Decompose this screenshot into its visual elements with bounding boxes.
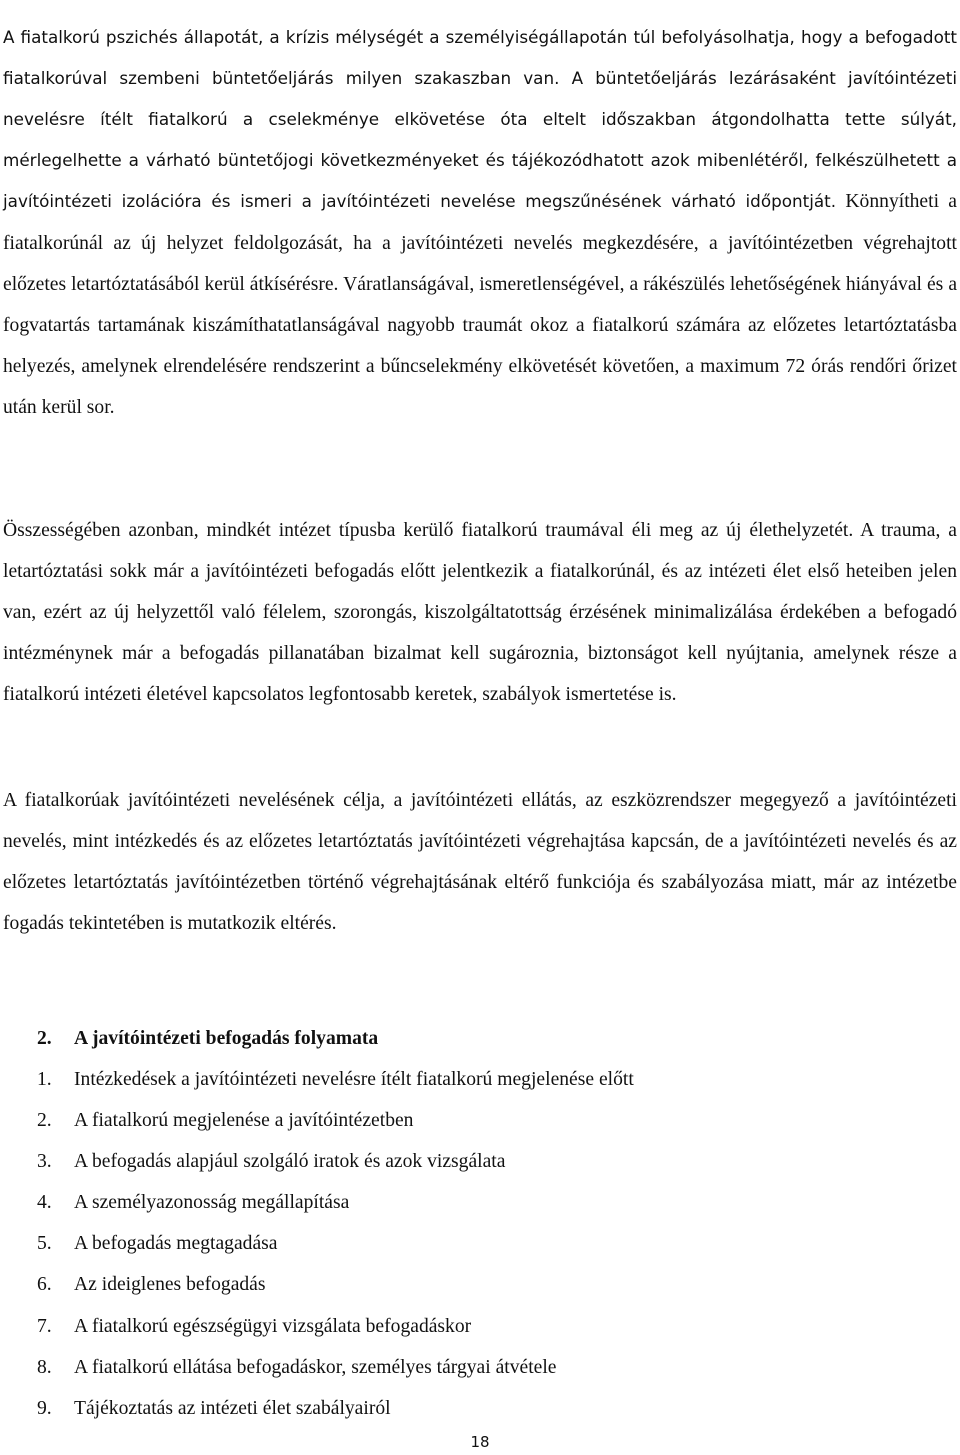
list-item-number: 3. (37, 1151, 52, 1173)
list-item (37, 1267, 634, 1308)
list-item-text: Tájékoztatás az intézeti élet szabályairól (74, 1397, 391, 1419)
list-item-text: A fiatalkorú megjelenése a javítóintézetben (74, 1110, 414, 1132)
section-number: 2. (37, 1028, 52, 1049)
list-item (37, 1226, 634, 1267)
list-item-text: A fiatalkorú ellátása befogadáskor, személyes tárgyai átvétele (74, 1356, 557, 1378)
list-item (37, 1350, 634, 1391)
list-item-number: 8. (37, 1356, 52, 1378)
list-item-text: A személyazonosság megállapítása (74, 1192, 350, 1214)
list-item-number: 1. (37, 1069, 52, 1090)
list-item (37, 1185, 634, 1226)
list-item-text: A befogadás megtagadása (74, 1233, 278, 1255)
list-item (37, 1144, 634, 1185)
page-number: 18 (470, 1433, 490, 1451)
paragraph-trauma: Összességében azonban, mindkét intézet típusba kerülő fiatalkorú traumával éli meg az új élethelyzetét. A trauma, a letartóztatási sokk már a javítóintézeti befogadás előtt jelentkezik a fiatalkorúnál, és az intézeti élet első heteiben jelen van, ezért az új helyzettől való félelem, szorongás, kiszolgáltatottság érzésének minimalizálása érdekében a befogadó intézménynek már a befogadás pillanatában bizalmat kell sugároznia, biztonságot kell nyújtania, amelynek része a fiatalkorú intézeti életével kapcsolatos legfontosabb keretek, szabályok ismertetése is. (3, 519, 957, 706)
paragraph-juvenile-state-part-1: A fiatalkorú pszichés állapotát, a krízis mélységét a személyiségállapotán túl befolyásolhatja, hogy a befogadott fiatalkorúval szembeni büntetőeljárás milyen szakaszban van. A büntetőeljárás lezárásaként javítóintézeti nevelésre ítélt fiatalkorú a cselekménye elkövetése óta eltelt időszakban átgondolhatta tette súlyát, mérlegelhette a várható büntetőjogi következményeket és tájékozódhatott azok mibenlétéről, felkészülhetett a javítóintézeti izolációra és ismeri a javítóintézeti nevelése megszűnésének várható időpontját. (3, 26, 957, 212)
list-item-text: Az ideiglenes befogadás (74, 1274, 266, 1296)
paragraph-purpose: A fiatalkorúak javítóintézeti nevelésének célja, a javítóintézeti ellátás, az eszközrendszer megegyező a javítóintézeti nevelés, mint intézkedés és az előzetes letartóztatás javítóintézeti végrehajtása kapcsán, de a javítóintézeti nevelés és az előzetes letartóztatás javítóintézetben történő végrehajtásának eltérő funkciója és szabályozása miatt, már az intézetbe fogadás tekintetében is mutatkozik eltérés. (3, 789, 957, 935)
paragraph-juvenile-state-part-2: Könnyítheti a fiatalkorúnál az új helyzet feldolgozását, ha a javítóintézeti nevelés megkezdésére, a javítóintézetben végrehajtott előzetes letartóztatásából kerül átkísérésre. (3, 191, 957, 295)
process-steps-list (37, 1062, 634, 1432)
section-title: A javítóintézeti befogadás folyamata (74, 1028, 379, 1049)
list-item-number: 9. (37, 1397, 52, 1419)
list-item (37, 1309, 634, 1350)
list-item-number: 2. (37, 1110, 52, 1132)
section-heading (37, 1021, 378, 1057)
paragraph-juvenile-state (3, 17, 957, 429)
list-item-number: 6. (37, 1274, 52, 1296)
list-item-text: A befogadás alapjául szolgáló iratok és azok vizsgálata (74, 1151, 506, 1173)
list-item (37, 1062, 634, 1103)
list-item-number: 4. (37, 1192, 52, 1214)
paragraph-juvenile-state-part-3: Váratlanságával, ismeretlenségével, a rákészülés lehetőségének hiányával és a fogvatartás tartamának kiszámíthatatlanságával nagyobb traumát okoz a fiatalkorú számára az előzetes letartóztatásba helyezés, amelynek elrendelésére rendszerint a bűncselekmény elkövetését követően, a maximum 72 órás rendőri őrizet után kerül sor. (3, 273, 958, 419)
list-item-number: 7. (37, 1315, 52, 1337)
list-item-text: A fiatalkorú egészségügyi vizsgálata befogadáskor (74, 1315, 472, 1337)
list-item-text: Intézkedések a javítóintézeti nevelésre ítélt fiatalkorú megjelenése előtt (74, 1069, 634, 1090)
list-item (37, 1391, 634, 1432)
list-item-number: 5. (37, 1233, 52, 1255)
list-item (37, 1103, 634, 1144)
